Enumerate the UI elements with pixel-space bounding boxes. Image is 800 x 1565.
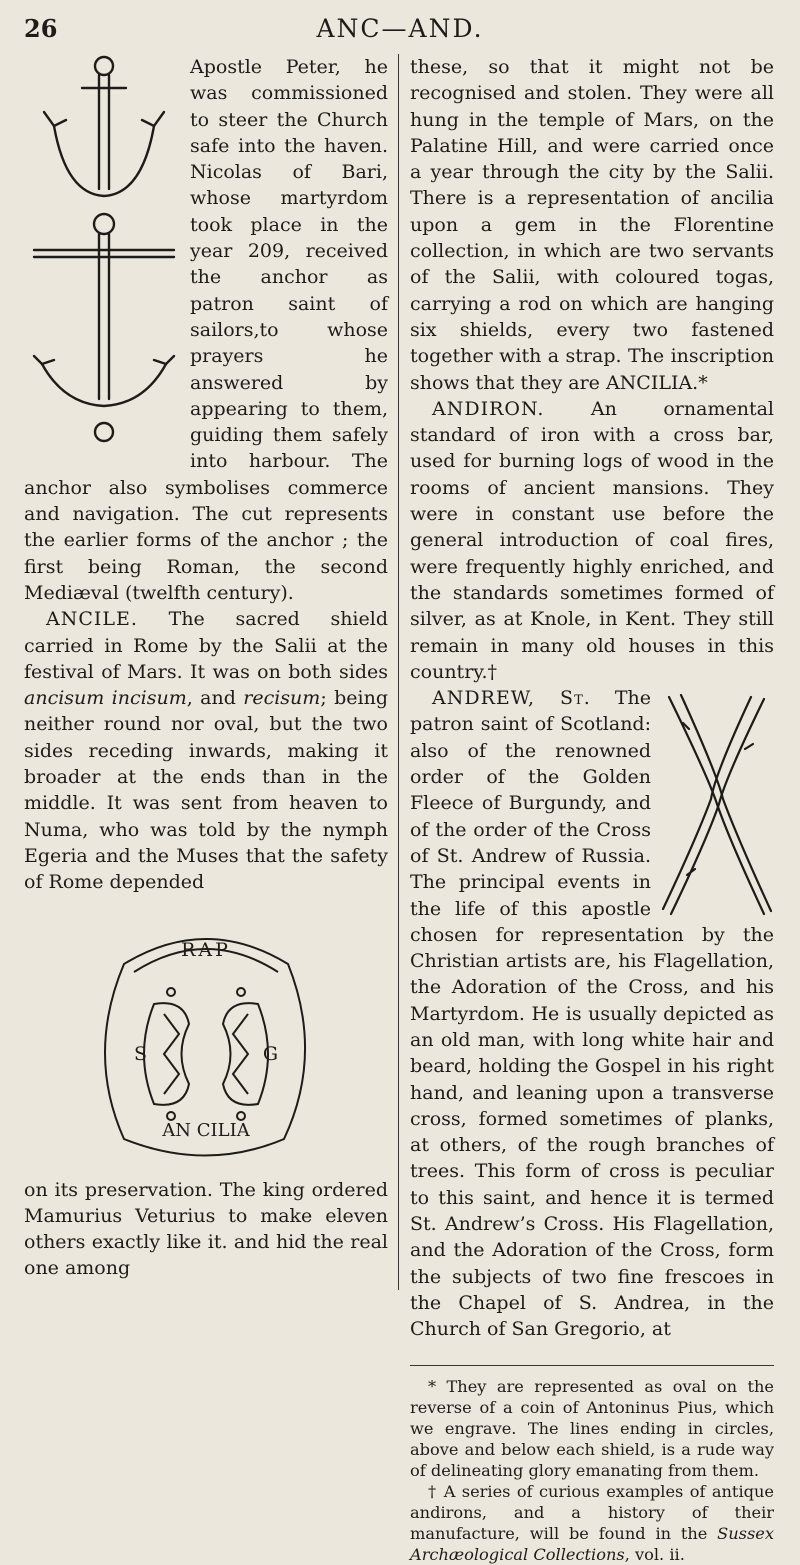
running-head bbox=[0, 12, 800, 52]
anchor-entry-text: Apostle Peter, he was commissioned to steer the Church safe into the haven. Nicolas of Bari, whose martyrdom took place in the year 209, received the anchor as patron saint of sailors,to whose prayers he answered by appearing to them, guiding them safely into harbour. The anchor also symbolises commerce and navigation. The cut represents the earlier forms of the anchor ; the first being Roman, the second Mediæval (twelfth century). bbox=[24, 56, 388, 604]
running-head-title: ANC—AND. bbox=[316, 14, 484, 43]
coin-inscription: AN CILIA bbox=[162, 1119, 250, 1141]
footnote-2-italic: Sussex Archæological Collections bbox=[410, 1523, 774, 1564]
andiron-headword: ANDIRON. bbox=[432, 397, 545, 420]
page-number: 26 bbox=[24, 14, 58, 43]
ancile-entry bbox=[24, 606, 388, 895]
footnote-divider bbox=[410, 1365, 774, 1366]
ancile-headword: ANCILE. bbox=[46, 608, 138, 631]
ancile-continued-text: these, so that it might not be recognised and stolen. They were all hung in the temple of Mars, on the Palatine Hill, and were carried once a year through the city by the Salii. There is a representation of ancilia upon a gem in the Florentine collection, in which are two servants of the Salii, with coloured togas, carrying a rod on which are hanging six shields, every two fastened together with a strap. The inscription shows that they are ANCILIA.* bbox=[410, 56, 774, 394]
left-column bbox=[24, 54, 388, 1282]
coin-right-letter: G bbox=[262, 1042, 282, 1065]
ancilia-coin-illustration bbox=[24, 904, 388, 1169]
ancile-continuation: on its preservation. The king ordered Mamurius Veturius to make eleven others exactly like it. and hid the real one among bbox=[24, 1178, 388, 1280]
ancile-italic-term: recisum bbox=[243, 687, 321, 710]
andiron-text: An ornamental standard of iron with a cross bar, used for burning logs of wood in the rooms of ancient mansions. They were in constant use before the general introduction of coal fires, were frequently highly enriched, and the standards sometimes formed of silver, as at Knole, in Kent. They still remain in many old houses in this country.† bbox=[410, 397, 774, 683]
coin-icon bbox=[24, 904, 388, 1169]
anchor-illustration bbox=[24, 54, 184, 449]
footnote-2 bbox=[410, 1481, 774, 1565]
andiron-entry bbox=[410, 396, 774, 685]
anchor-icon bbox=[24, 54, 184, 449]
st-andrews-cross-illustration bbox=[659, 689, 774, 921]
footnote-1: * They are represented as oval on the reverse of a coin of Antoninus Pius, which we engrave. The lines ending in circles, above and below each shield, is a rude way of delineating glory emanating from them. bbox=[410, 1376, 774, 1480]
footnote-2-text: , vol. ii. bbox=[624, 1544, 685, 1564]
ancile-text: ; being neither round nor oval, but the two sides receding inwards, making it broader at the ends than in the middle. It was sent from heaven to Numa, who was told by the nymph Egeria and the Muses that the safety of Rome depended bbox=[24, 687, 388, 894]
ancile-italic-term: ancisum incisum bbox=[24, 687, 187, 710]
cross-icon bbox=[659, 689, 774, 921]
footnote-2-text: † A series of curious examples of antique andirons, and a history of their manufacture, will be found in the bbox=[410, 1481, 774, 1543]
right-column bbox=[410, 54, 774, 1565]
andrew-text: The patron saint of Scotland: also of the renowned order of the Golden Fleece of Burgundy, and of the order of the Cross of St. Andrew of Russia. The principal events in the life of this apostle chosen for representation by the Christian artists are, his Flagellation, the Adoration of the Cross, and his Martyrdom. He is usually depicted as an old man, with long white hair and beard, holding the Gospel in his right hand, and leaning upon a transverse cross, formed sometimes of planks, at others, of the rough branches of trees. This form of cross is peculiar to this saint, and hence it is termed St. Andrew’s Cross. His Flagellation, and the Adoration of the Cross, form the subjects of two fine frescoes in the Chapel of S. Andrea, in the Church of San Gregorio, at bbox=[410, 687, 774, 1341]
ancile-text: The sacred shield carried in Rome by the Salii at the festival of Mars. It was on both sides bbox=[24, 608, 388, 683]
andrew-headword: ANDREW, St. bbox=[432, 687, 591, 710]
ancile-text: , and bbox=[186, 687, 244, 710]
column-divider bbox=[398, 54, 399, 1290]
coin-left-letter: S bbox=[133, 1042, 151, 1065]
coin-top-letters: RAP bbox=[181, 938, 231, 961]
